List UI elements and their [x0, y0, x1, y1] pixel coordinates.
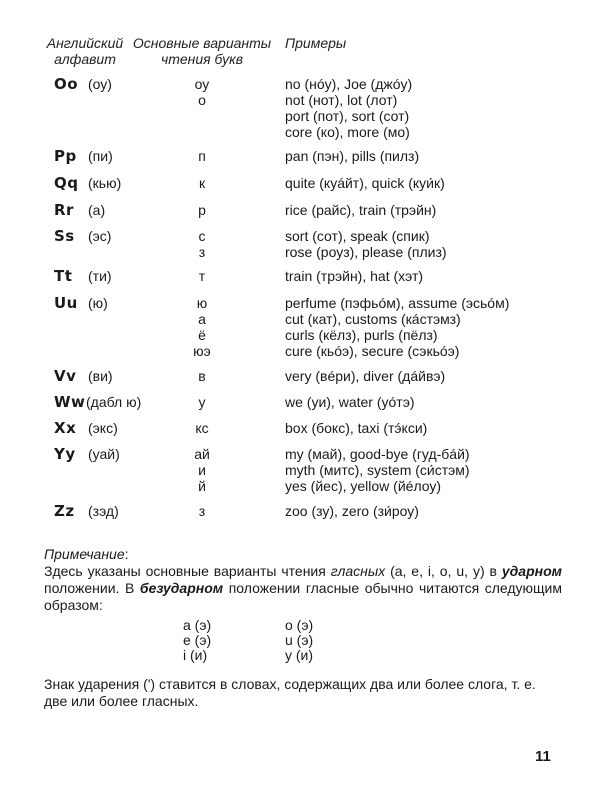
example-item: cut (кат), customs (кáстэмз): [285, 311, 461, 327]
example-item: port (пот), sort (сот): [285, 108, 410, 124]
reading-item: з: [198, 244, 206, 260]
page-number: 11: [535, 748, 551, 765]
examples: [285, 148, 419, 164]
reading-item: ай: [194, 446, 210, 462]
example-item: perfume (пэфьóм), assume (эсьóм): [285, 295, 510, 311]
example-item: rose (роуз), please (плиз): [285, 244, 447, 260]
reading-item: ё: [198, 327, 206, 343]
vowel-item: o (э): [285, 617, 314, 633]
letter-name: (кью): [88, 175, 122, 191]
reading-item: з: [198, 503, 206, 519]
example-item: pan (пэн), pills (пилз): [285, 148, 420, 164]
letter-name: (зэд): [88, 503, 119, 519]
vowel-item: i (и): [183, 647, 208, 663]
reading-item: а: [198, 311, 206, 327]
letter: Ss: [54, 227, 75, 245]
reading-item: п: [198, 148, 206, 164]
reading-variants: [172, 268, 232, 284]
letter: Vv: [54, 367, 77, 385]
letter: Qq: [54, 174, 79, 192]
letter-name: (ю): [88, 295, 108, 311]
reading-item: к: [198, 175, 206, 191]
example-item: rice (райс), train (трэйн): [285, 202, 437, 218]
note-section: [44, 546, 562, 614]
letter: Zz: [54, 502, 75, 520]
note-title: Примечание: [44, 546, 125, 562]
reading-variants: [172, 202, 232, 218]
example-item: myth (митс), system (си́стэм): [285, 462, 470, 478]
note-text: положении. В: [44, 580, 140, 596]
note-text: (a, e, i, o, u, y) в: [385, 563, 502, 579]
reading-item: в: [198, 368, 206, 384]
reading-item: о: [198, 92, 206, 108]
reading-variants: [172, 368, 232, 384]
examples: [285, 503, 419, 519]
header-line: Основные варианты: [132, 35, 272, 51]
example-item: train (трэйн), hat (хэт): [285, 268, 424, 284]
example-item: cure (кьóэ), secure (сэкьóэ): [285, 343, 460, 359]
vowel-item: y (и): [285, 647, 314, 663]
reading-variants: [172, 446, 232, 494]
reading-variants: [172, 76, 232, 108]
example-item: zoo (зу), zero (зи́роу): [285, 503, 419, 519]
vowels-right: [285, 618, 313, 663]
letter-name: (эс): [88, 228, 112, 244]
vowel-item: a (э): [183, 617, 212, 633]
example-item: box (бокс), taxi (тэ́кси): [285, 420, 428, 436]
example-item: my (май), good-bye (гуд-бáй): [285, 446, 470, 462]
letter-name: (экс): [88, 420, 118, 436]
letter-name: (а): [88, 202, 106, 218]
header-line: алфавит: [54, 51, 116, 67]
letter: Rr: [54, 201, 74, 219]
examples: [285, 228, 447, 260]
header-examples: Примеры: [285, 35, 347, 51]
reading-item: оу: [194, 76, 210, 92]
reading-variants: [172, 148, 232, 164]
examples: [285, 394, 415, 410]
letter: Xx: [54, 419, 77, 437]
reading-item: и: [198, 462, 206, 478]
example-item: yes (йес), yellow (йéлоу): [285, 478, 442, 494]
note-emph-glasnyh: гласных: [330, 563, 386, 579]
examples: [285, 175, 445, 191]
stress-note: Знак ударения (ʹ) ставится в словах, содержащих два или более слога, т. е. две или более гласных.: [44, 676, 536, 709]
note-emph-udarnom: ударном: [501, 563, 562, 579]
example-item: core (ко), more (мо): [285, 124, 410, 140]
reading-item: у: [198, 394, 206, 410]
examples: [285, 446, 470, 494]
note-emph-bezudarnom: безударном: [139, 580, 224, 596]
letter-name: (дабл ю): [86, 394, 142, 410]
example-item: curls (кёлз), purls (пёлз): [285, 327, 438, 343]
reading-variants: [172, 228, 232, 260]
letter: Uu: [54, 294, 78, 312]
note-text: Здесь указаны основные варианты чтения: [44, 563, 331, 579]
reading-item: юэ: [193, 343, 211, 359]
reading-item: й: [198, 478, 206, 494]
note-paragraph: [44, 563, 562, 614]
example-item: no (нóу), Joe (джóу): [285, 76, 413, 92]
letter-name: (уай): [88, 446, 120, 462]
reading-variants: [172, 503, 232, 519]
reading-variants: [172, 295, 232, 359]
letter: Tt: [54, 267, 73, 285]
vowel-item: e (э): [183, 632, 212, 648]
letter-name: (пи): [88, 148, 113, 164]
example-item: not (нот), lot (лот): [285, 92, 398, 108]
reading-item: р: [198, 202, 206, 218]
example-item: sort (сот), speak (спик): [285, 228, 430, 244]
reading-item: с: [198, 228, 206, 244]
examples: [285, 202, 436, 218]
examples: [285, 420, 427, 436]
reading-variants: [172, 175, 232, 191]
note-text: положении гласные обычно читаются следующим образом:: [44, 580, 563, 613]
header-reading-variants: [132, 35, 272, 67]
letter-name: (ви): [88, 368, 113, 384]
vowel-item: u (э): [285, 632, 314, 648]
reading-variants: [172, 394, 232, 410]
example-item: we (уи), water (уóтэ): [285, 394, 415, 410]
examples: [285, 268, 423, 284]
reading-item: кс: [195, 420, 209, 436]
letter-name: (оу): [88, 76, 112, 92]
header-line: чтения букв: [160, 51, 244, 67]
letter-name: (ти): [88, 268, 112, 284]
examples: [285, 368, 445, 384]
letter: Ww: [54, 393, 86, 411]
examples: [285, 295, 509, 359]
header-english-alphabet: [40, 35, 130, 67]
reading-variants: [172, 420, 232, 436]
letter: Pp: [54, 147, 77, 165]
example-item: very (вéри), diver (дáйвэ): [285, 368, 446, 384]
reading-item: т: [198, 268, 206, 284]
example-item: quite (куáйт), quick (куи́к): [285, 175, 445, 191]
reading-item: ю: [196, 295, 208, 311]
vowels-left: [183, 618, 211, 663]
examples: [285, 76, 412, 140]
letter: Oo: [54, 75, 79, 93]
header-line: Английский: [46, 35, 124, 51]
note-colon: :: [124, 546, 129, 562]
letter: Yy: [54, 445, 76, 463]
